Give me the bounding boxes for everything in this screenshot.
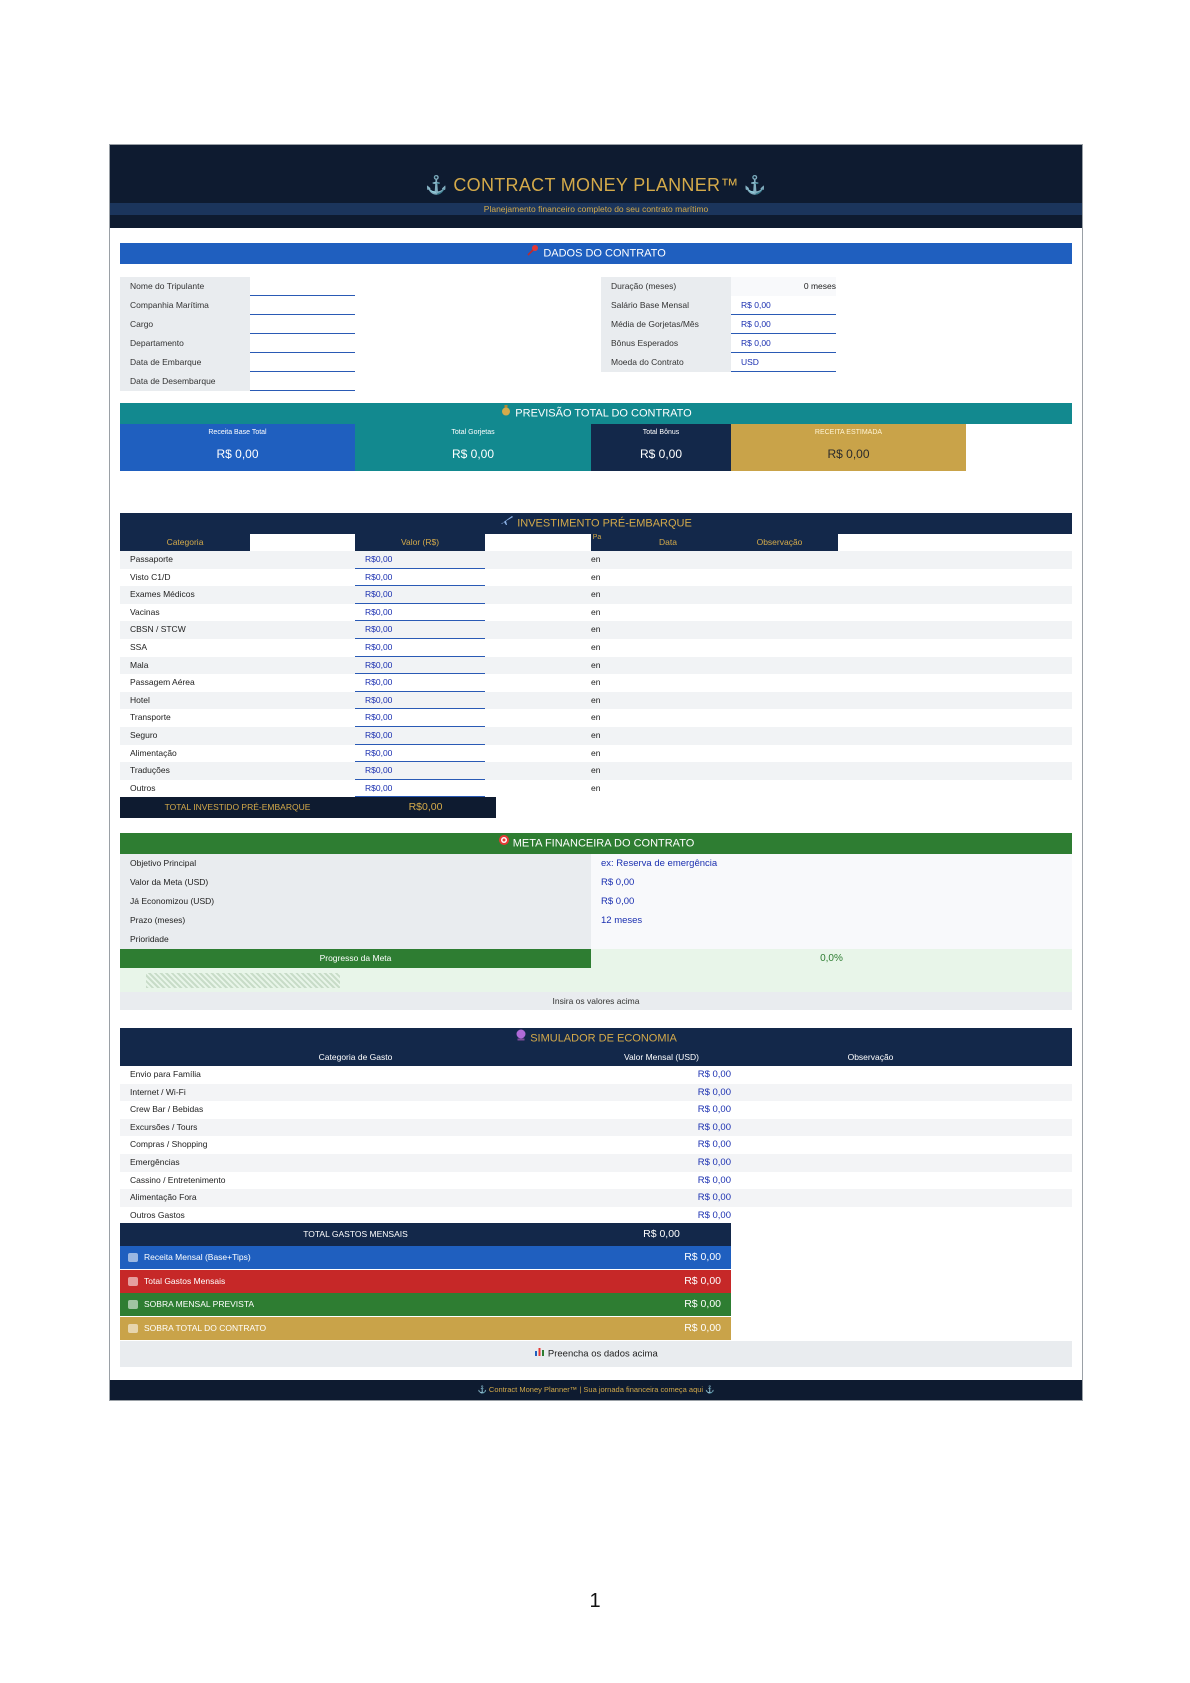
- field-label: Bônus Esperados: [601, 334, 731, 353]
- summary-row: [120, 1246, 731, 1269]
- field-input[interactable]: [250, 372, 355, 391]
- row-categoria: Crew Bar / Bebidas: [130, 1104, 204, 1115]
- col-valor: Valor (R$): [355, 534, 485, 551]
- row-pago[interactable]: en: [591, 571, 601, 582]
- row-categoria: Exames Médicos: [130, 589, 195, 600]
- simulador-hint-row: [120, 1341, 1072, 1367]
- table-row: [120, 1207, 1072, 1225]
- row-valor[interactable]: R$ 0,00: [697, 1174, 731, 1186]
- crystal-ball-icon: [515, 1028, 527, 1049]
- forecast-card-value: R$ 0,00: [639, 447, 683, 461]
- table-row: [120, 551, 1072, 569]
- row-valor[interactable]: R$0,00: [355, 762, 485, 780]
- row-categoria: Envio para Família: [130, 1069, 201, 1079]
- meta-hint: Insira os valores acima: [120, 992, 1072, 1010]
- col-pago: Pa: [591, 534, 603, 551]
- row-categoria: CBSN / STCW: [130, 624, 186, 635]
- col-observacao: Observação: [721, 534, 838, 551]
- page-subtitle: Planejamento financeiro completo do seu contrato marítimo: [483, 204, 709, 214]
- field-value: 0 meses: [731, 277, 836, 296]
- row-valor[interactable]: R$0,00: [355, 745, 485, 763]
- row-pago[interactable]: en: [591, 747, 601, 758]
- summary-value: R$ 0,00: [684, 1298, 721, 1310]
- summary-icon: [128, 1324, 138, 1333]
- goal-value[interactable]: R$ 0,00: [591, 892, 1072, 911]
- table-row: [120, 1136, 1072, 1154]
- table-row: [120, 604, 1072, 622]
- field-label: Moeda do Contrato: [601, 353, 731, 372]
- row-categoria: Hotel: [130, 694, 150, 705]
- bar-chart-icon: [534, 1341, 545, 1367]
- field-input[interactable]: [250, 334, 355, 353]
- forecast-card: [591, 424, 731, 471]
- row-pago[interactable]: en: [591, 694, 601, 705]
- goal-value[interactable]: 12 meses: [591, 911, 1072, 930]
- summary-label: Receita Mensal (Base+Tips): [144, 1252, 251, 1262]
- field-input[interactable]: [250, 353, 355, 372]
- summary-value: R$ 0,00: [684, 1251, 721, 1263]
- section-dados-header: [120, 243, 1072, 264]
- goal-label: Já Economizou (USD): [120, 892, 591, 911]
- section-simulador-title: SIMULADOR DE ECONOMIA: [530, 1032, 677, 1045]
- col-categoria: Categoria: [120, 534, 250, 551]
- table-row: [120, 1172, 1072, 1190]
- field-input[interactable]: [250, 315, 355, 334]
- row-valor[interactable]: R$ 0,00: [697, 1104, 731, 1116]
- goal-label: Objetivo Principal: [120, 854, 591, 873]
- row-pago[interactable]: en: [591, 782, 601, 793]
- simulador-total-row: [120, 1223, 731, 1246]
- row-valor[interactable]: R$ 0,00: [697, 1069, 731, 1080]
- section-investimento-title: INVESTIMENTO PRÉ-EMBARQUE: [517, 517, 692, 530]
- progress-bar-row: [120, 968, 1072, 992]
- money-bag-icon: [500, 403, 512, 424]
- row-categoria: Alimentação: [130, 747, 177, 758]
- airplane-icon: [500, 513, 514, 534]
- col-sim-valor: Valor Mensal (USD): [624, 1052, 699, 1062]
- field-input[interactable]: [250, 296, 355, 315]
- row-valor[interactable]: R$ 0,00: [697, 1139, 731, 1151]
- target-icon: [498, 833, 510, 854]
- table-row: [120, 762, 1072, 780]
- table-row: [120, 639, 1072, 657]
- row-valor[interactable]: R$0,00: [355, 639, 485, 657]
- summary-row: [120, 1293, 731, 1316]
- row-valor[interactable]: R$ 0,00: [697, 1209, 731, 1221]
- table-row: [120, 569, 1072, 587]
- table-row: [120, 1154, 1072, 1172]
- table-row: [120, 674, 1072, 692]
- row-pago[interactable]: en: [591, 642, 601, 652]
- row-pago[interactable]: en: [591, 624, 601, 635]
- table-row: [120, 780, 1072, 798]
- table-row: [120, 1066, 1072, 1084]
- investimento-total-value: R$0,00: [408, 801, 443, 813]
- row-pago[interactable]: en: [591, 677, 601, 688]
- simulador-total-label: TOTAL GASTOS MENSAIS: [303, 1229, 408, 1239]
- section-simulador-header: [120, 1028, 1072, 1049]
- table-row: [120, 1084, 1072, 1102]
- section-investimento-header: [120, 513, 1072, 534]
- progress-value: 0,0%: [591, 949, 1072, 968]
- row-categoria: Traduções: [130, 765, 170, 776]
- forecast-card-label: Total Gorjetas: [451, 429, 495, 436]
- page-title: ⚓ CONTRACT MONEY PLANNER™ ⚓: [425, 175, 767, 195]
- field-label: Cargo: [120, 315, 250, 334]
- field-input[interactable]: USD: [731, 353, 836, 372]
- table-row: [120, 692, 1072, 710]
- table-row: [120, 727, 1072, 745]
- row-categoria: Outros: [130, 782, 156, 793]
- row-categoria: Vacinas: [130, 606, 160, 617]
- forecast-card-value: R$ 0,00: [451, 447, 495, 461]
- forecast-card-value: R$ 0,00: [827, 447, 870, 461]
- row-categoria: Visto C1/D: [130, 571, 171, 582]
- forecast-card-label: Receita Base Total: [208, 429, 267, 436]
- section-meta-title: META FINANCEIRA DO CONTRATO: [512, 837, 695, 850]
- field-label: Departamento: [120, 334, 250, 353]
- row-categoria: Internet / Wi-Fi: [130, 1086, 186, 1097]
- col-sim-observacao: Observação: [847, 1052, 894, 1062]
- summary-label: SOBRA TOTAL DO CONTRATO: [144, 1322, 267, 1333]
- row-categoria: Transporte: [130, 712, 171, 723]
- row-categoria: SSA: [130, 642, 148, 652]
- goal-value[interactable]: ex: Reserva de emergência: [591, 854, 1072, 873]
- row-valor[interactable]: R$ 0,00: [697, 1192, 731, 1204]
- row-pago[interactable]: en: [591, 589, 601, 600]
- row-valor[interactable]: R$ 0,00: [697, 1086, 731, 1098]
- progress-label: Progresso da Meta: [120, 949, 591, 968]
- summary-icon: [128, 1300, 138, 1309]
- row-categoria: Emergências: [130, 1157, 180, 1167]
- summary-row: [120, 1317, 731, 1340]
- field-label: Data de Desembarque: [120, 372, 250, 391]
- forecast-card: [731, 424, 966, 471]
- row-pago[interactable]: en: [591, 659, 601, 670]
- col-sim-categoria: Categoria de Gasto: [318, 1052, 393, 1062]
- footer: ⚓ Contract Money Planner™ | Sua jornada financeira começa aqui ⚓: [110, 1380, 1082, 1400]
- goal-label: Valor da Meta (USD): [120, 873, 591, 892]
- table-row: [120, 657, 1072, 675]
- row-pago[interactable]: en: [591, 765, 601, 776]
- section-previsao-title: PREVISÃO TOTAL DO CONTRATO: [515, 407, 692, 420]
- field-input[interactable]: R$ 0,00: [731, 334, 836, 353]
- forecast-card: [120, 424, 355, 471]
- summary-label: Total Gastos Mensais: [144, 1275, 226, 1286]
- forecast-card-value: R$ 0,00: [216, 447, 259, 461]
- summary-icon: [128, 1277, 138, 1286]
- goal-label: Prazo (meses): [120, 911, 591, 930]
- table-row: [120, 621, 1072, 639]
- field-label: Nome do Tripulante: [120, 277, 250, 296]
- row-valor[interactable]: R$0,00: [355, 586, 485, 604]
- summary-label: SOBRA MENSAL PREVISTA: [144, 1299, 255, 1309]
- field-label: Salário Base Mensal: [601, 296, 731, 315]
- investimento-total-label: TOTAL INVESTIDO PRÉ-EMBARQUE: [164, 802, 311, 812]
- row-categoria: Excursões / Tours: [130, 1121, 198, 1132]
- simulador-total-value: R$ 0,00: [643, 1228, 680, 1240]
- row-valor[interactable]: R$0,00: [355, 551, 485, 569]
- row-valor[interactable]: R$0,00: [355, 780, 485, 798]
- table-row: [120, 586, 1072, 604]
- field-label: Duração (meses): [601, 277, 731, 296]
- table-row: [120, 1189, 1072, 1207]
- summary-value: R$ 0,00: [684, 1274, 721, 1287]
- table-row: [120, 1119, 1072, 1137]
- summary-row: [120, 1270, 731, 1293]
- row-valor[interactable]: R$0,00: [355, 657, 485, 675]
- section-meta-header: [120, 833, 1072, 854]
- row-categoria: Seguro: [130, 730, 158, 740]
- row-categoria: Passaporte: [130, 554, 173, 564]
- row-valor[interactable]: R$0,00: [355, 569, 485, 587]
- field-label: Companhia Marítima: [120, 296, 250, 315]
- row-pago[interactable]: en: [591, 606, 601, 617]
- simulador-hint: Preencha os dados acima: [547, 1348, 658, 1360]
- forecast-card-label: RECEITA ESTIMADA: [814, 429, 883, 436]
- investimento-total-row: [120, 797, 496, 818]
- field-label: Data de Embarque: [120, 353, 250, 372]
- row-valor[interactable]: R$0,00: [355, 709, 485, 727]
- field-label: Média de Gorjetas/Mês: [601, 315, 731, 334]
- progress-bar-track: [146, 973, 340, 988]
- row-categoria: Cassino / Entretenimento: [130, 1174, 226, 1185]
- pin-icon: [526, 243, 540, 264]
- page-number: 1: [589, 1590, 601, 1612]
- row-categoria: Mala: [130, 659, 149, 670]
- row-categoria: Alimentação Fora: [130, 1192, 197, 1203]
- goal-value[interactable]: [591, 930, 1072, 949]
- row-categoria: Passagem Aérea: [130, 677, 195, 688]
- field-input[interactable]: [250, 277, 355, 296]
- row-valor[interactable]: R$0,00: [355, 604, 485, 622]
- row-categoria: Outros Gastos: [130, 1209, 185, 1220]
- goal-label: Prioridade: [120, 930, 591, 949]
- table-row: [120, 709, 1072, 727]
- row-valor[interactable]: R$ 0,00: [697, 1157, 731, 1168]
- table-row: [120, 745, 1072, 763]
- row-categoria: Compras / Shopping: [130, 1139, 208, 1150]
- section-dados-title: DADOS DO CONTRATO: [543, 247, 666, 260]
- row-valor[interactable]: R$0,00: [355, 727, 485, 745]
- row-pago[interactable]: en: [591, 554, 601, 564]
- col-data: Data: [603, 534, 733, 551]
- row-pago[interactable]: en: [591, 730, 601, 740]
- table-row: [120, 1101, 1072, 1119]
- row-valor[interactable]: R$0,00: [355, 621, 485, 639]
- planner-sheet: [109, 144, 1083, 1401]
- summary-icon: [128, 1253, 138, 1262]
- row-pago[interactable]: en: [591, 712, 601, 723]
- field-input[interactable]: R$ 0,00: [731, 296, 836, 315]
- summary-value: R$ 0,00: [684, 1321, 721, 1334]
- forecast-card: [355, 424, 591, 471]
- section-previsao-header: [120, 403, 1072, 424]
- row-valor[interactable]: R$0,00: [355, 674, 485, 692]
- field-input[interactable]: R$ 0,00: [731, 315, 836, 334]
- forecast-card-label: Total Bônus: [642, 429, 680, 436]
- goal-value[interactable]: R$ 0,00: [591, 873, 1072, 892]
- row-valor[interactable]: R$ 0,00: [697, 1121, 731, 1133]
- row-valor[interactable]: R$0,00: [355, 692, 485, 710]
